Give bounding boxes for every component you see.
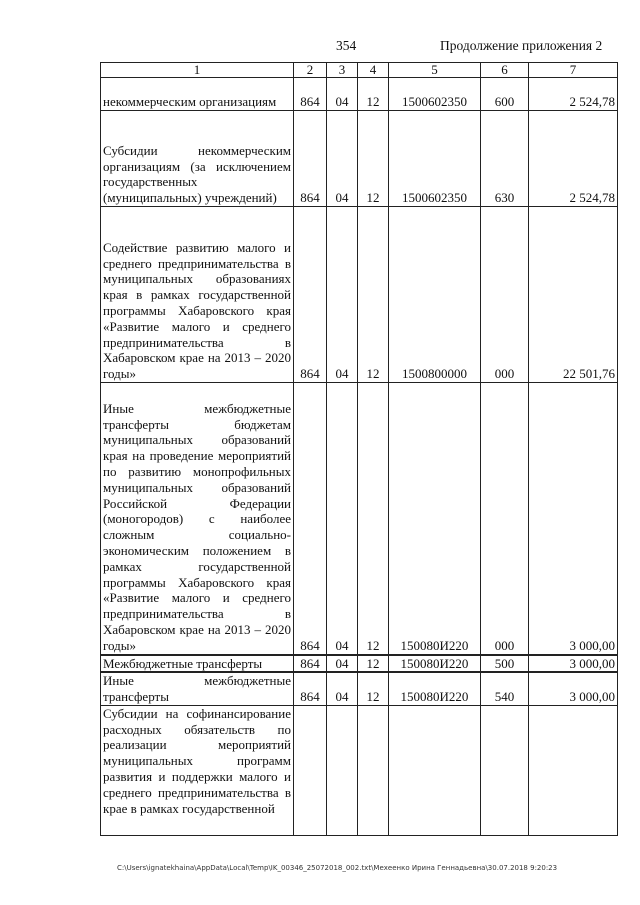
row-amount: 3 000,00 xyxy=(529,383,618,655)
row-amount: 3 000,00 xyxy=(529,672,618,705)
row-expense-type: 600 xyxy=(481,78,529,111)
row-admin-code: 864 xyxy=(294,207,327,383)
budget-table xyxy=(100,62,618,836)
col-header-6: 6 xyxy=(481,63,529,78)
row-target-article: 1500602350 xyxy=(389,111,481,207)
row-section: 04 xyxy=(327,655,358,673)
row-section: 04 xyxy=(327,78,358,111)
row-target-article: 150080И220 xyxy=(389,672,481,705)
table-row xyxy=(101,672,618,705)
row-name: Субсидии некоммерческим организациям (за исключением государственных (муниципальных) учреждений) xyxy=(101,111,294,207)
row-expense-type: 000 xyxy=(481,383,529,655)
col-header-3: 3 xyxy=(327,63,358,78)
col-header-4: 4 xyxy=(358,63,389,78)
col-header-1: 1 xyxy=(101,63,294,78)
col-header-7: 7 xyxy=(529,63,618,78)
row-name: Иные межбюджетные трансферты бюджетам муниципальных образований края на проведение мероприятий по развитию монопрофильных муниципальных образований Российской Федерации (моногородов) с наиболее сложным социально-экономическим положением в рамках государственной программы Хабаровского края «Развитие малого и среднего предпринимательства в Хабаровском крае на 2013 – 2020 годы» xyxy=(101,383,294,655)
row-subsection: 12 xyxy=(358,655,389,673)
row-amount: 2 524,78 xyxy=(529,78,618,111)
row-section: 04 xyxy=(327,207,358,383)
row-expense-type: 000 xyxy=(481,207,529,383)
page-number: 354 xyxy=(336,38,357,53)
table-row xyxy=(101,111,618,207)
table-row xyxy=(101,655,618,673)
row-name: некоммерческим организациям xyxy=(101,78,294,111)
row-target-article: 1500800000 xyxy=(389,207,481,383)
row-name: Субсидии на софинансирование расходных обязательств по реализации мероприятий муниципальных программ развития и поддержки малого и среднего предпринимательства в крае в рамках государственной xyxy=(101,705,294,835)
header-row xyxy=(101,63,618,78)
col-header-5: 5 xyxy=(389,63,481,78)
row-section: 04 xyxy=(327,111,358,207)
row-subsection: 12 xyxy=(358,78,389,111)
row-expense-type: 630 xyxy=(481,111,529,207)
row-name: Иные межбюджетные трансферты xyxy=(101,672,294,705)
row-subsection: 12 xyxy=(358,111,389,207)
col-header-2: 2 xyxy=(294,63,327,78)
row-admin-code: 864 xyxy=(294,383,327,655)
row-amount xyxy=(529,705,618,835)
row-expense-type: 500 xyxy=(481,655,529,673)
row-section xyxy=(327,705,358,835)
table-row xyxy=(101,383,618,655)
row-target-article: 150080И220 xyxy=(389,383,481,655)
table-row xyxy=(101,78,618,111)
row-subsection: 12 xyxy=(358,207,389,383)
row-expense-type xyxy=(481,705,529,835)
row-amount: 2 524,78 xyxy=(529,111,618,207)
row-admin-code: 864 xyxy=(294,655,327,673)
row-name: Содействие развитию малого и среднего предпринимательства в муниципальных образованиях края в рамках государственной программы Хабаровского края «Развитие малого и среднего предпринимательства в Хабаровском крае на 2013 – 2020 годы» xyxy=(101,207,294,383)
table-row xyxy=(101,207,618,383)
row-target-article: 1500602350 xyxy=(389,78,481,111)
continuation-label: Продолжение приложения 2 xyxy=(440,38,603,53)
row-subsection: 12 xyxy=(358,383,389,655)
row-name: Межбюджетные трансферты xyxy=(101,655,294,673)
row-admin-code: 864 xyxy=(294,111,327,207)
row-amount: 3 000,00 xyxy=(529,655,618,673)
row-section: 04 xyxy=(327,383,358,655)
row-amount: 22 501,76 xyxy=(529,207,618,383)
row-subsection: 12 xyxy=(358,672,389,705)
row-target-article: 150080И220 xyxy=(389,655,481,673)
file-path-footer: C:\Users\ignatekhaina\AppData\Local\Temp\IK_00346_25072018_002.txt\Мехеенко Ирина Геннадьевна\30.07.2018 9:20:23 xyxy=(117,864,558,872)
row-admin-code: 864 xyxy=(294,78,327,111)
table-row xyxy=(101,705,618,835)
row-admin-code: 864 xyxy=(294,672,327,705)
row-subsection xyxy=(358,705,389,835)
row-expense-type: 540 xyxy=(481,672,529,705)
row-admin-code xyxy=(294,705,327,835)
row-section: 04 xyxy=(327,672,358,705)
row-target-article xyxy=(389,705,481,835)
